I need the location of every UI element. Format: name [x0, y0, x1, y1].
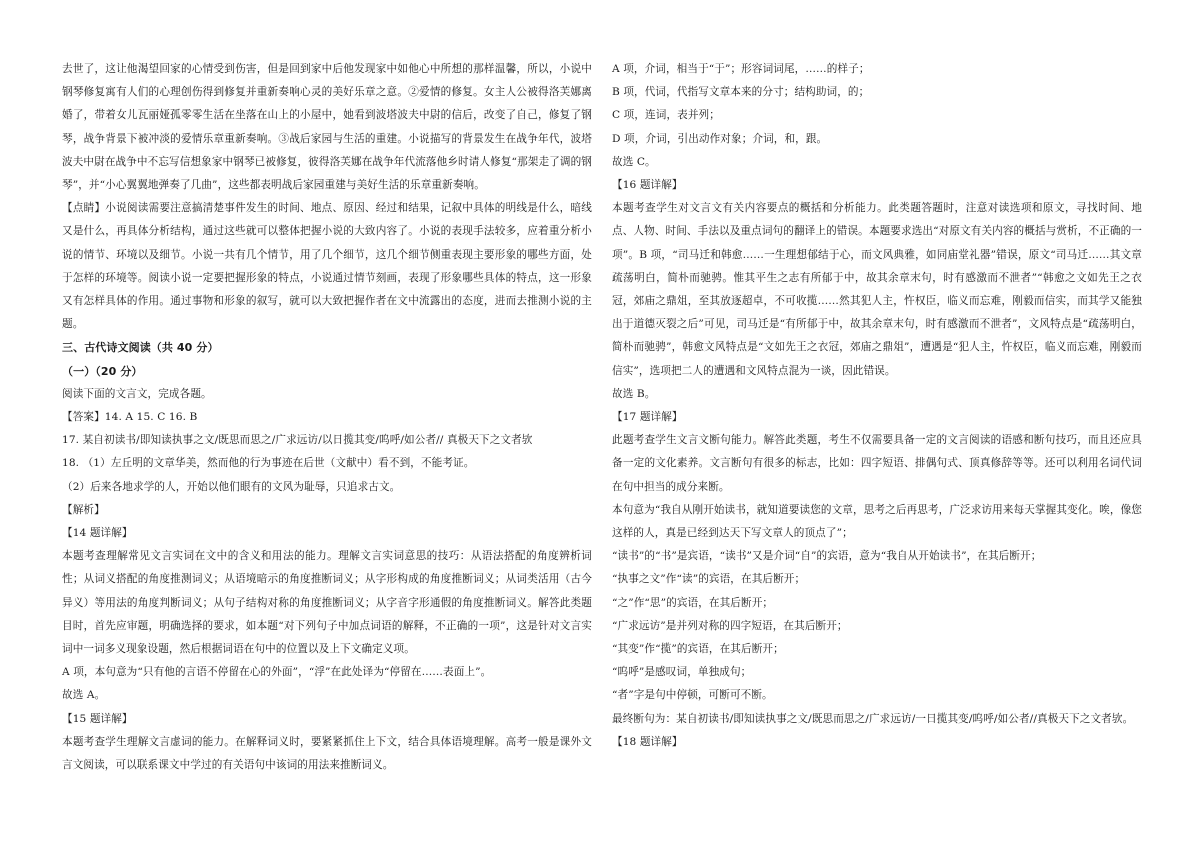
left-paragraph: 去世了，这让他渴望回家的心情受到伤害，但是回到家中后他发现家中如他心中所想的那样温馨，所以，小说中钢琴修复寓有人们的心理创伤得到修复并重新奏响心灵的美好乐章之意。②爱情的修复。女主人公被得洛芙娜离婚了，带着女儿瓦丽娅孤零零生活在坐落在山上的小屋中，她看到波塔波夫中尉的信后，改变了自己，修复了钢琴，战争背景下被冲淡的爱情乐章重新奏响。③战后家园与生活的重建。小说描写的背景发生在战争年代，波塔波夫中尉在战争中不忘写信想象家中钢琴已被修复，彼得洛芙娜在战争年代流落他乡时请人修复“那架走了调的钢琴”，并“小心翼翼地弹奏了几曲”，这些都表明战后家园重建与美好生活的乐章重新奏响。: [62, 63, 592, 192]
right-paragraph: 最终断句为：某自初读书/即知读执事之文/既思而思之/广求远访/一日揽其变/呜呼/如公者//真极天下之文者欤。: [612, 712, 1134, 725]
left-paragraph: 阅读下面的文言文，完成各题。: [62, 387, 212, 400]
right-paragraph: B 项，代词，代指写文章本来的分寸；结构助词，的；: [612, 86, 870, 99]
right-paragraph: “呜呼”是感叹词，单独成句；: [612, 666, 752, 679]
right-paragraph: “之”作“思”的宾语，在其后断开；: [612, 596, 774, 609]
left-paragraph: 本题考查理解常见文言实词在文中的含义和用法的能力。理解文言实词意思的技巧：从语法搭配的角度辨析词性；从词义搭配的角度推测词义；从语境暗示的角度推断词义；从字形构成的角度推断词义；从词类活用（古今异义）等用法的角度判断词义；从句子结构对称的角度推断词义；从字音字形通假的角度推断词义。解答此类题目时，首先应审题，明确选择的要求，如本题“对下列句子中加点词语的解释，不正确的一项”，这是针对文言实词中一词多义现象设题，然后根据词语在句中的位置以及上下文确定义项。: [62, 550, 592, 656]
right-paragraph: 此题考查学生文言文断句能力。解答此类题，考生不仅需要具备一定的文言阅读的语感和断句技巧，而且还应具备一定的文化素养。文言断句有很多的标志，比如：四字短语、排偶句式、顶真修辞等等。还可以利用名词代词在句中担当的成分来断。: [612, 434, 1142, 493]
left-paragraph: 【14 题详解】: [62, 527, 133, 540]
right-paragraph: 【16 题详解】: [612, 179, 683, 192]
right-paragraph: “其变”作“揽”的宾语，在其后断开；: [612, 643, 784, 656]
right-paragraph: A 项，介词，相当于“于”；形容词词尾，……的样子；: [612, 63, 870, 75]
left-paragraph: 【点睛】小说阅读需要注意搞清楚事件发生的时间、地点、原因、经过和结果，记叙中具体的明线是什么，暗线又是什么，再具体分析结构，通过这些就可以整体把握小说的大致内容了。小说的表现手法较多，应着重分析小说的情节、环境以及细节。小说一共有几个情节，用了几个细节，这几个细节侧重表现主要形象的哪些方面，处于怎样的环境等。阅读小说一定要把握形象的特点，小说通过情节刻画，表现了形象哪些具体的特点，这一形象又有怎样具体的作用。通过事物和形象的叙写，就可以大致把握作者在文中流露出的态度，进而去推测小说的主题。: [62, 202, 592, 331]
right-paragraph: 本题考查学生对文言文有关内容要点的概括和分析能力。此类题答题时，注意对读选项和原文，寻找时间、地点、人物、时间、手法以及重点词句的翻译上的错误。本题要求选出“对原文有关内容的概括与赏析，不正确的一项”。B 项，“司马迁和韩愈……一生理想郁结于心，而文风典雅，如同庙堂礼器”错误，原文“司马迁……其文章疏荡明白，简朴而驰骋。惟其平生之志有所郁于中，故其余章末句，时有感激而不泄者”“韩愈之文如先王之衣冠，郊庙之鼎俎，至其放逐超卓，不可收揽……然其犯人主，忤权臣，临义而忘难，刚毅而信实，而其学又能独出于道德灭裂之后”可见，司马迁是“有所郁于中，故其余章末句，时有感激而不泄者”，文风特点是“疏荡明白，简朴而驰骋”，韩愈文风特点是“文如先王之衣冠，郊庙之鼎俎”，遭遇是“犯人主，忤权臣，临义而忘难，刚毅而信实”，选项把二人的遭遇和文风特点混为一谈，因此错误。: [612, 202, 1142, 377]
left-paragraph: 本题考查学生理解文言虚词的能力。在解释词义时，要紧紧抓住上下文，结合具体语境理解。高考一般是课外文言文阅读，可以联系课文中学过的有关语句中该词的用法来推断词义。: [62, 735, 592, 772]
right-paragraph: “者”字是句中停顿，可断可不断。: [612, 689, 773, 702]
right-paragraph: “读书”的“书”是宾语，“读书”又是介词“自”的宾语，意为“我自从开始读书”，在其后断开；: [612, 550, 1042, 563]
left-paragraph: （2）后来各地求学的人，开始以他们眼有的文风为耻辱，只追求古文。: [62, 480, 401, 493]
right-paragraph: 【18 题详解】: [612, 735, 683, 748]
right-column: [612, 58, 1142, 754]
right-paragraph: D 项，介词，引出动作对象；介词，和，跟。: [612, 132, 828, 145]
left-paragraph: 三、古代诗文阅读（共 40 分）: [62, 341, 219, 355]
right-paragraph: C 项，连词，表并列；: [612, 109, 720, 122]
left-paragraph: A 项，本句意为“只有他的言语不停留在心的外面”，“浮”在此处译为“停留在……表面上”。: [62, 666, 492, 679]
right-paragraph: 【17 题详解】: [612, 411, 683, 424]
left-column: [62, 58, 592, 777]
left-paragraph: 【答案】14. A 15. C 16. B: [62, 411, 198, 424]
right-paragraph: “广求远访”是并列对称的四字短语，在其后断开；: [612, 619, 848, 632]
left-paragraph: 【解析】: [62, 503, 105, 516]
right-paragraph: 故选 B。: [612, 387, 656, 400]
left-paragraph: 故选 A。: [62, 689, 106, 702]
left-paragraph: 17. 某自初读书/即知读执事之文/既思而思之/广求远访/以日揽其变/呜呼/如公者// 真极天下之文者欤: [62, 434, 533, 447]
left-paragraph: 【15 题详解】: [62, 712, 133, 725]
left-paragraph: 18. （1）左丘明的文章华美，然而他的行为事迹在后世（文献中）看不到，不能考证。: [62, 457, 475, 470]
right-paragraph: 本句意为“我自从刚开始读书，就知道要读您的文章，思考之后再思考，广泛求访用来每天掌握其变化。唉，像您这样的人，真是已经到达天下写文章人的顶点了”；: [612, 503, 1142, 540]
right-paragraph: “执事之文”作“读”的宾语，在其后断开；: [612, 573, 806, 586]
right-paragraph: 故选 C。: [612, 155, 656, 168]
left-paragraph: （一）（20 分）: [62, 364, 143, 378]
